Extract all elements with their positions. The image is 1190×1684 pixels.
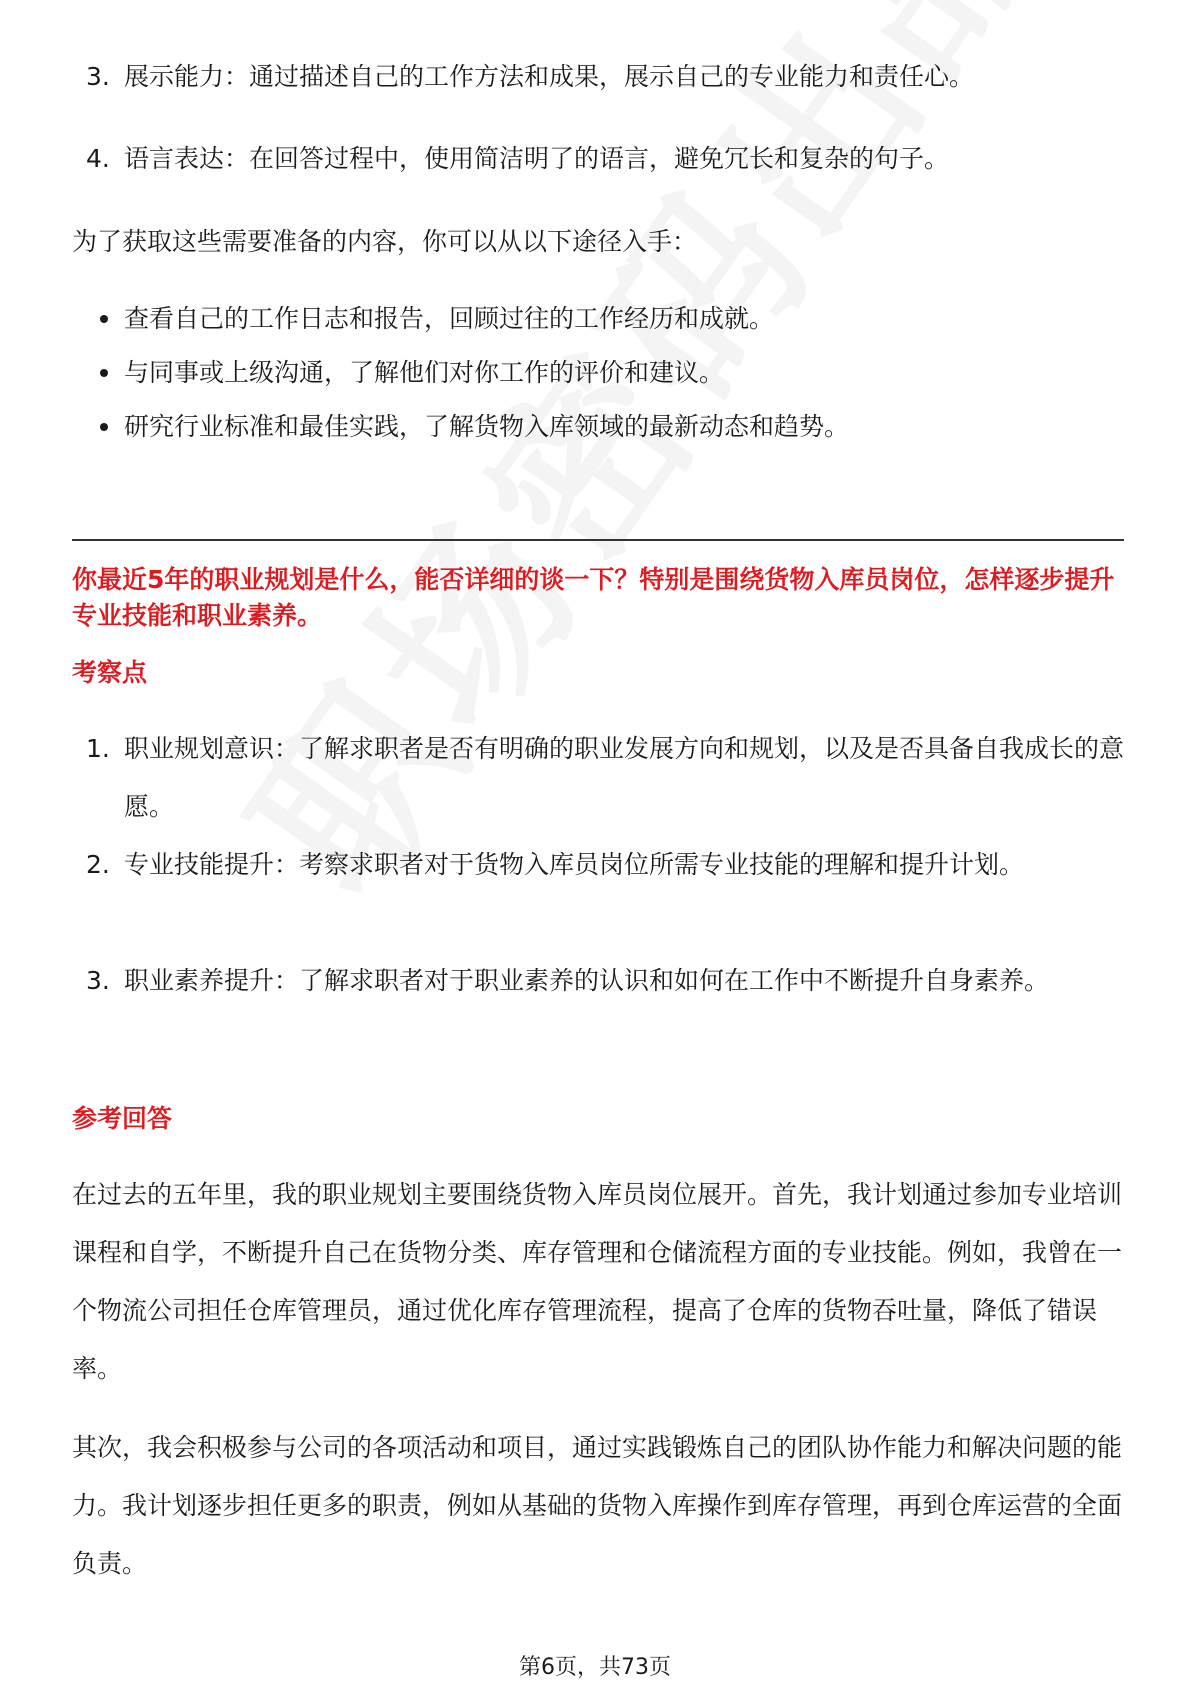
bullet-text: 与同事或上级沟通，了解他们对你工作的评价和建议。 bbox=[124, 358, 725, 387]
list-item bbox=[72, 48, 1124, 106]
bullet-text: 查看自己的工作日志和报告，回顾过往的工作经历和成就。 bbox=[124, 304, 775, 333]
reference-paragraph: 在过去的五年里，我的职业规划主要围绕货物入库员岗位展开。首先，我计划通过参加专业培训课程和自学，不断提升自己在货物分类、库存管理和仓储流程方面的专业技能。例如，我曾在一个物流公司担任仓库管理员，通过优化库存管理流程，提高了仓库的货物吞吐量，降低了错误率。 bbox=[72, 1180, 1123, 1383]
list-item bbox=[72, 130, 1124, 188]
intro-paragraph: 为了获取这些需要准备的内容，你可以从以下途径入手： bbox=[72, 227, 698, 256]
section-divider bbox=[72, 539, 1124, 541]
bullet-text: 研究行业标准和最佳实践，了解货物入库领域的最新动态和趋势。 bbox=[124, 412, 850, 441]
list-number: 3. bbox=[86, 62, 110, 91]
list-number: 2. bbox=[86, 850, 110, 879]
bullet-item bbox=[72, 299, 1124, 339]
list-number: 1. bbox=[86, 734, 110, 763]
bullet-item bbox=[72, 353, 1124, 393]
bullet-dot bbox=[100, 315, 108, 323]
bullet-item bbox=[72, 407, 1124, 447]
list-number: 4. bbox=[86, 144, 110, 173]
list-text: 职业素养提升：了解求职者对于职业素养的认识和如何在工作中不断提升自身素养。 bbox=[124, 966, 1050, 995]
bullet-dot bbox=[100, 369, 108, 377]
list-text: 展示能力：通过描述自己的工作方法和成果，展示自己的专业能力和责任心。 bbox=[124, 62, 975, 91]
assessment-item bbox=[72, 836, 1124, 894]
assessment-item bbox=[72, 720, 1124, 836]
question-title: 你最近5年的职业规划是什么，能否详细的谈一下？特别是围绕货物入库员岗位，怎样逐步提升专业技能和职业素养。 bbox=[72, 565, 1115, 630]
assessment-heading: 考察点 bbox=[72, 658, 148, 687]
list-text: 专业技能提升：考察求职者对于货物入库员岗位所需专业技能的理解和提升计划。 bbox=[124, 850, 1025, 879]
assessment-item bbox=[72, 952, 1124, 1010]
list-text: 职业规划意识：了解求职者是否有明确的职业发展方向和规划，以及是否具备自我成长的意愿。 bbox=[124, 734, 1125, 821]
reference-paragraph: 其次，我会积极参与公司的各项活动和项目，通过实践锻炼自己的团队协作能力和解决问题的能力。我计划逐步担任更多的职责，例如从基础的货物入库操作到库存管理，再到仓库运营的全面负责。 bbox=[72, 1433, 1123, 1578]
bullet-dot bbox=[100, 423, 108, 431]
list-text: 语言表达：在回答过程中，使用简洁明了的语言，避免冗长和复杂的句子。 bbox=[124, 144, 950, 173]
list-number: 3. bbox=[86, 966, 110, 995]
reference-heading: 参考回答 bbox=[72, 1104, 173, 1133]
page-footer: 第6页，共73页 bbox=[519, 1655, 671, 1680]
